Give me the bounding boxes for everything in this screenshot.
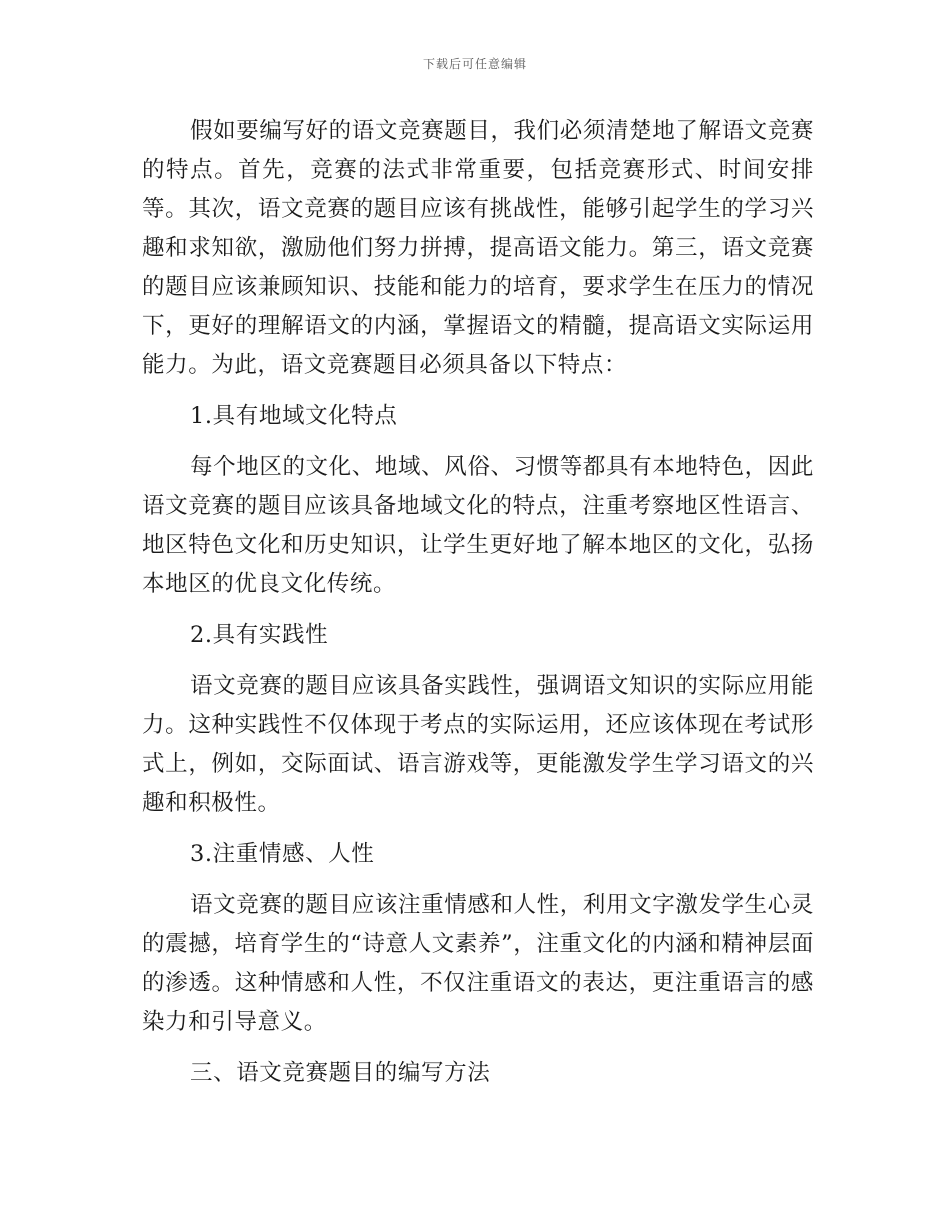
- document-body: [142, 112, 814, 1105]
- header-note: 下载后可任意编辑: [422, 57, 527, 71]
- section-paragraph-3: 语文竞赛的题目应该注重情感和人性，利用文字激发学生心灵的震撼，培育学生的“诗意人文素养”，注重文化的内涵和精神层面的渗透。这种情感和人性，不仅注重语文的表达，更注重语言的感染力和引导意义。: [142, 892, 814, 1035]
- section-paragraph-2: 语文竞赛的题目应该具备实践性，强调语文知识的实际应用能力。这种实践性不仅体现于考点的实际运用，还应该体现在考试形式上，例如，交际面试、语言游戏等，更能激发学生学习语文的兴趣和积极性。: [142, 673, 814, 816]
- section-heading-3: 3.注重情感、人性: [190, 841, 375, 867]
- intro-paragraph: 假如要编写好的语文竞赛题目，我们必须清楚地了解语文竞赛的特点。首先，竞赛的法式非常重要，包括竞赛形式、时间安排等。其次，语文竞赛的题目应该有挑战性，能够引起学生的学习兴趣和求知欲，激励他们努力拼搏，提高语文能力。第三，语文竞赛的题目应该兼顾知识、技能和能力的培育，要求学生在压力的情况下，更好的理解语文的内涵，掌握语文的精髓，提高语文实际运用能力。为此，语文竞赛题目必须具备以下特点：: [142, 118, 814, 378]
- section-paragraph-1: 每个地区的文化、地域、风俗、习惯等都具有本地特色，因此语文竞赛的题目应该具备地域文化的特点，注重考察地区性语言、地区特色文化和历史知识，让学生更好地了解本地区的文化，弘扬本地区的优良文化传统。: [142, 454, 814, 597]
- section-heading-1: 1.具有地域文化特点: [190, 403, 398, 429]
- next-section-heading: 三、语文竞赛题目的编写方法: [190, 1060, 491, 1086]
- section-heading-2: 2.具有实践性: [190, 622, 329, 648]
